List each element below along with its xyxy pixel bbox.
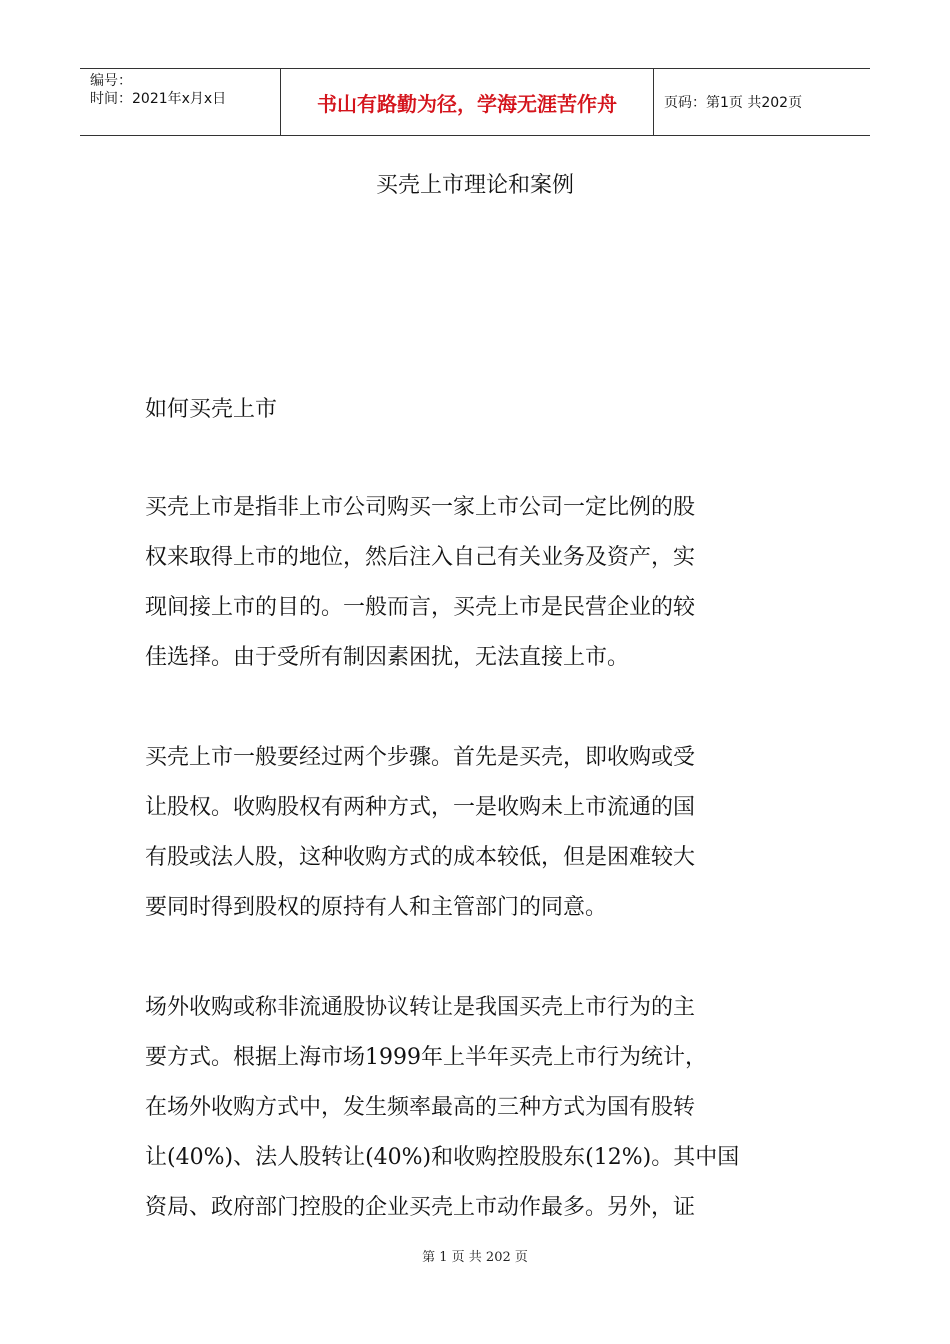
header-meta-cell: [80, 69, 281, 135]
document-title: 买壳上市理论和案例: [375, 173, 574, 198]
paragraph-line: 让(40%)、法人股转让(40%)和收购控股股东(12%)。其中国: [145, 1145, 740, 1170]
paragraph-line: 在场外收购方式中，发生频率最高的三种方式为国有股转: [145, 1095, 696, 1120]
number-label: 编号：: [90, 73, 132, 89]
paragraph-line: 要方式。根据上海市场1999年上半年买壳上市行为统计，: [145, 1045, 707, 1070]
section-heading: 如何买壳上市: [145, 397, 278, 422]
paragraph-line: 资局、政府部门控股的企业买壳上市动作最多。另外，证: [145, 1195, 696, 1220]
paragraph-3: [145, 983, 807, 1233]
paragraph-line: 佳选择。由于受所有制因素困扰，无法直接上市。: [145, 645, 630, 670]
paragraph-2: [145, 733, 807, 933]
document-header: [80, 68, 870, 136]
paragraph-line: 有股或法人股，这种收购方式的成本较低，但是困难较大: [145, 845, 696, 870]
header-page-info: 页码：第1页 共202页: [664, 95, 803, 111]
header-motto: 书山有路勤为径，学海无涯苦作舟: [281, 69, 654, 135]
page-footer: 第 1 页 共 202 页: [422, 1250, 528, 1265]
paragraph-1: [145, 483, 807, 683]
paragraph-line: 买壳上市是指非上市公司购买一家上市公司一定比例的股: [145, 495, 696, 520]
paragraph-line: 买壳上市一般要经过两个步骤。首先是买壳，即收购或受: [145, 745, 696, 770]
paragraph-line: 现间接上市的目的。一般而言，买壳上市是民营企业的较: [145, 595, 696, 620]
date-label: 时间：2021年x月x日: [90, 91, 227, 107]
paragraph-line: 要同时得到股权的原持有人和主管部门的同意。: [145, 895, 608, 920]
paragraph-line: 权来取得上市的地位，然后注入自己有关业务及资产，实: [145, 545, 696, 570]
paragraph-line: 场外收购或称非流通股协议转让是我国买壳上市行为的主: [145, 995, 696, 1020]
paragraph-line: 让股权。收购股权有两种方式，一是收购未上市流通的国: [145, 795, 696, 820]
